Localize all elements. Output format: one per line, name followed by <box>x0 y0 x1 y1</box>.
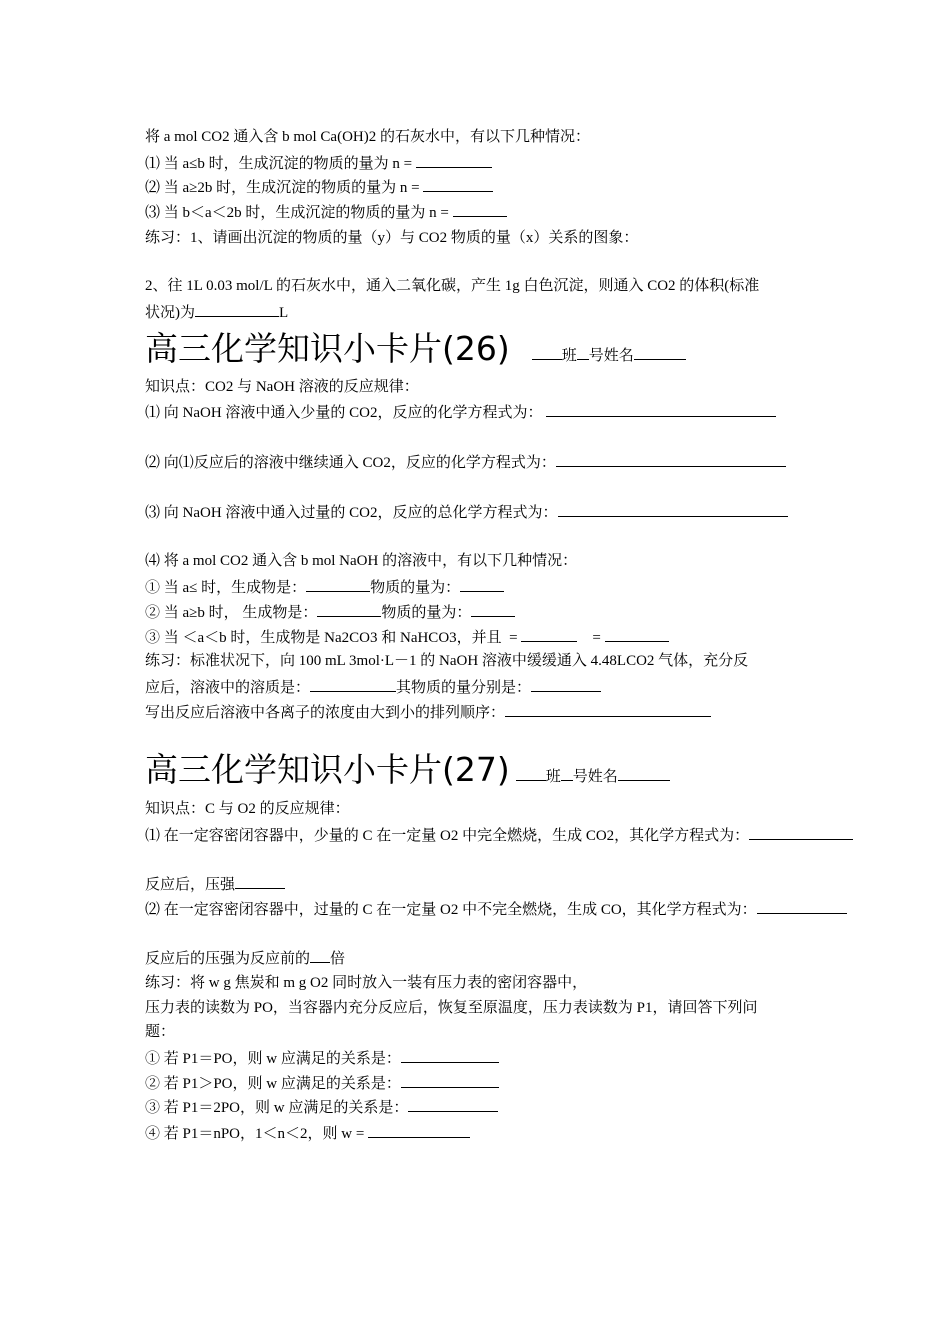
exercise-text-b: 应后，溶液中的溶质是： <box>145 680 311 696</box>
card-27-q1b <box>145 874 285 895</box>
exercise-text: 练习：标准状况下，向 100 mL 3mol·L－1 的 NaOH 溶液中缓缓通入 4.48LCO2 气体，充分反 <box>145 653 749 669</box>
exercise-text-c: 写出反应后溶液中各离子的浓度由大到小的排列顺序： <box>145 705 506 721</box>
answer-blank[interactable] <box>368 1123 470 1138</box>
card-title-text: 高三化学知识小卡片(27) <box>145 750 510 789</box>
equation-blank[interactable] <box>556 452 786 467</box>
product-blank[interactable] <box>317 602 381 617</box>
exercise-text-c: 题： <box>145 1024 176 1040</box>
ratio-blank[interactable] <box>310 948 330 963</box>
card-27-exercise-c <box>145 1022 175 1042</box>
r2-amount-label: 物质的量为： <box>381 605 472 621</box>
card-27-item-1 <box>145 1048 499 1069</box>
order-blank[interactable] <box>505 702 711 717</box>
card-26-q2 <box>145 452 786 473</box>
card-26-exercise-a <box>145 651 748 671</box>
exercise-text-b2: 其物质的量分别是： <box>396 680 532 696</box>
class-blank[interactable] <box>516 766 546 781</box>
amount-blank[interactable] <box>531 677 601 692</box>
item-4-text: ④ 若 P1＝nPO，1＜n＜2，则 w = <box>145 1126 365 1142</box>
card-26-title <box>145 329 686 375</box>
q1-text: ⑴ 在一定容密闭容器中，少量的 C 在一定量 O2 中完全燃烧，生成 CO2，其化学方程式为： <box>145 828 750 844</box>
solute-blank[interactable] <box>310 677 396 692</box>
answer-blank[interactable] <box>453 202 507 217</box>
card-27-exercise-a <box>145 973 587 993</box>
r3-text: ③ 当 ＜a＜b 时，生成物是 Na2CO3 和 NaHCO3，并且 <box>145 630 502 646</box>
card-27-item-2 <box>145 1073 499 1094</box>
exercise-text-b: 压力表的读数为 PO，当容器内充分反应后，恢复至原温度，压力表读数为 P1，请回答下列问 <box>145 1000 758 1016</box>
exercise-1-text: 练习：1、请画出沉淀的物质的量（y）与 CO2 物质的量（x）关系的图象： <box>145 230 639 246</box>
card-26-r1 <box>145 577 504 598</box>
card-27-q2 <box>145 899 847 920</box>
case-3-text: ⑶ 当 b＜a＜2b 时，生成沉淀的物质的量为 n = <box>145 205 449 221</box>
amount-blank[interactable] <box>471 602 515 617</box>
equation-blank[interactable] <box>546 402 776 417</box>
knowledge-point-text: 知识点：C 与 O2 的反应规律： <box>145 801 350 817</box>
pressure-text: 反应后，压强 <box>145 877 236 893</box>
equals-sign: = <box>509 630 518 646</box>
card-27-item-4 <box>145 1123 470 1144</box>
pressure-blank[interactable] <box>235 874 285 889</box>
exercise-2-text-b: 状况)为 <box>145 305 195 321</box>
unit-label: 倍 <box>330 951 346 967</box>
ratio-blank[interactable] <box>521 627 577 642</box>
equals-sign: = <box>592 630 601 646</box>
r2-text: ② 当 a≥b 时， 生成物是： <box>145 605 318 621</box>
q2-text: ⑵ 在一定容密闭容器中，过量的 C 在一定量 O2 中不完全燃烧，生成 CO，其化学方程式为： <box>145 902 757 918</box>
equation-blank[interactable] <box>558 502 788 517</box>
card-title-text: 高三化学知识小卡片(26) <box>145 329 510 368</box>
card-26-q1 <box>145 402 776 423</box>
knowledge-point-text: 知识点：CO2 与 NaOH 溶液的反应规律： <box>145 379 419 395</box>
class-label: 班 <box>545 767 561 785</box>
case-2-text: ⑵ 当 a≥2b 时，生成沉淀的物质的量为 n = <box>145 180 420 196</box>
exercise-2-line-2 <box>145 302 288 323</box>
name-blank[interactable] <box>618 766 670 781</box>
answer-blank[interactable] <box>401 1073 499 1088</box>
intro-text: 将 a mol CO2 通入含 b mol Ca(OH)2 的石灰水中，有以下几种情况： <box>145 129 590 145</box>
exercise-2-text: 2、往 1L 0.03 mol/L 的石灰水中，通入二氧化碳，产生 1g 白色沉淀，则通入 CO2 的体积(标准 <box>145 278 760 294</box>
card-27-item-3 <box>145 1097 498 1118</box>
q1-text: ⑴ 向 NaOH 溶液中通入少量的 CO2，反应的化学方程式为： <box>145 405 543 421</box>
card-26-exercise-b <box>145 677 601 698</box>
unit-label: L <box>279 305 289 321</box>
number-blank[interactable] <box>561 766 573 781</box>
exercise-2-line-1 <box>145 276 759 296</box>
intro-line <box>145 127 590 147</box>
ratio-text: 反应后的压强为反应前的 <box>145 951 311 967</box>
card-27-q2b <box>145 948 345 969</box>
case-1 <box>145 153 492 174</box>
card-27-title <box>145 750 670 796</box>
product-blank[interactable] <box>306 577 370 592</box>
answer-blank[interactable] <box>416 153 492 168</box>
amount-blank[interactable] <box>460 577 504 592</box>
answer-blank[interactable] <box>195 302 279 317</box>
case-2 <box>145 177 493 198</box>
card-27-knowledge-point <box>145 799 350 819</box>
card-26-r2 <box>145 602 515 623</box>
q4-text: ⑷ 将 a mol CO2 通入含 b mol NaOH 的溶液中，有以下几种情况： <box>145 553 578 569</box>
card-26-q3 <box>145 502 788 523</box>
exercise-text: 练习：将 w g 焦炭和 m g O2 同时放入一装有压力表的密闭容器中， <box>145 975 588 991</box>
class-label: 班 <box>561 346 577 364</box>
answer-blank[interactable] <box>401 1048 499 1063</box>
item-3-text: ③ 若 P1＝2PO，则 w 应满足的关系是： <box>145 1100 409 1116</box>
q3-text: ⑶ 向 NaOH 溶液中通入过量的 CO2，反应的总化学方程式为： <box>145 505 558 521</box>
name-blank[interactable] <box>634 345 686 360</box>
number-name-label: 号姓名 <box>572 767 618 785</box>
exercise-1 <box>145 228 638 248</box>
number-name-label: 号姓名 <box>588 346 634 364</box>
r1-amount-label: 物质的量为： <box>370 580 461 596</box>
number-blank[interactable] <box>577 345 589 360</box>
card-26-knowledge-point <box>145 377 419 397</box>
card-27-exercise-b <box>145 998 758 1018</box>
case-1-text: ⑴ 当 a≤b 时，生成沉淀的物质的量为 n = <box>145 156 413 172</box>
equation-blank[interactable] <box>749 825 853 840</box>
item-2-text: ② 若 P1＞PO，则 w 应满足的关系是： <box>145 1076 401 1092</box>
item-1-text: ① 若 P1＝PO，则 w 应满足的关系是： <box>145 1051 401 1067</box>
q2-text: ⑵ 向⑴反应后的溶液中继续通入 CO2，反应的化学方程式为： <box>145 455 556 471</box>
equation-blank[interactable] <box>757 899 847 914</box>
ratio-blank[interactable] <box>605 627 669 642</box>
class-blank[interactable] <box>532 345 562 360</box>
r1-text: ① 当 a≤ 时，生成物是： <box>145 580 307 596</box>
case-3 <box>145 202 507 223</box>
card-26-q4 <box>145 551 577 571</box>
answer-blank[interactable] <box>408 1097 498 1112</box>
card-27-q1 <box>145 825 853 846</box>
card-26-exercise-c <box>145 702 711 723</box>
card-26-r3 <box>145 627 669 648</box>
answer-blank[interactable] <box>423 177 493 192</box>
